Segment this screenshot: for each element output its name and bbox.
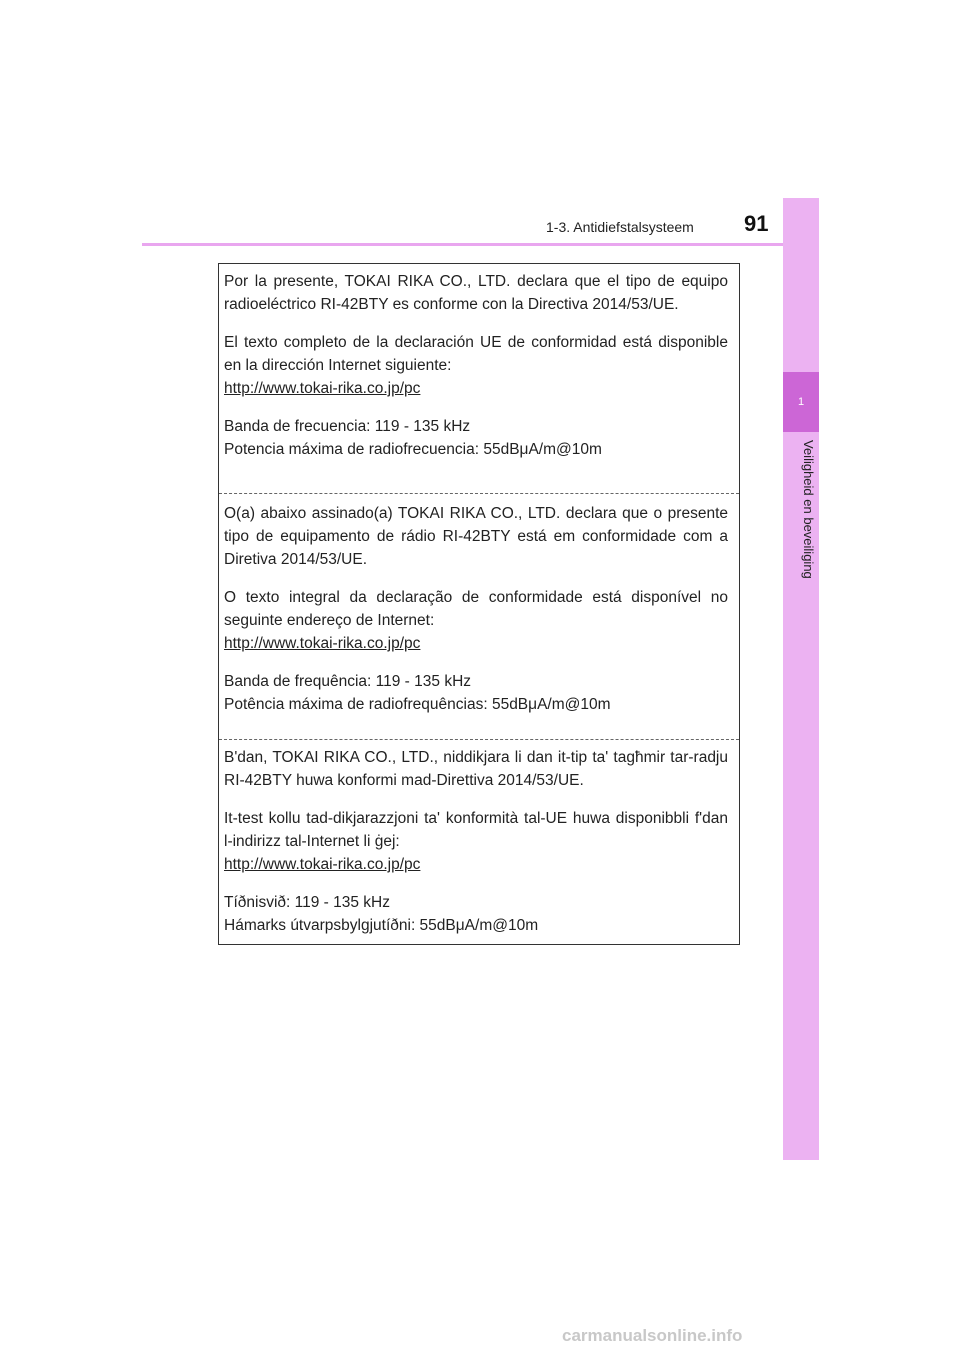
declaration-text-intro: O texto integral da declaração de conformidade está disponível no seguinte endereço de Internet: — [224, 589, 728, 629]
max-power: Potencia máxima de radiofrecuencia: 55dBμA/m@10m — [224, 441, 602, 458]
frequency-band: Banda de frequência: 119 - 135 kHz — [224, 673, 472, 690]
declaration-spanish — [219, 264, 739, 493]
header-rule — [142, 243, 819, 246]
declaration-portuguese — [219, 493, 739, 739]
declaration-statement: B'dan, TOKAI RIKA CO., LTD., niddikjara li dan it-tip ta' tagħmir tar-radju RI-42BTY huwa konformi mad-Direttiva 2014/53/UE. — [224, 749, 728, 789]
max-power: Hámarks útvarpsbylgjutíðni: 55dBμA/m@10m — [224, 917, 539, 934]
declaration-text-intro: El texto completo de la declaración UE de conformidad está disponible en la dirección Internet siguiente: — [224, 334, 728, 374]
declaration-box — [218, 263, 740, 945]
chapter-side-tab — [783, 198, 819, 1160]
max-power: Potência máxima de radiofrequências: 55dBμA/m@10m — [224, 696, 611, 713]
watermark: carmanualsonline.info — [562, 1326, 743, 1345]
declaration-url-link[interactable]: http://www.tokai-rika.co.jp/pc — [224, 380, 421, 397]
declaration-text-intro: It-test kollu tad-dikjarazzjoni ta' konformità tal-UE huwa disponibbli f'dan l-indirizz tal-Internet li ġej: — [224, 810, 728, 850]
declaration-statement: O(a) abaixo assinado(a) TOKAI RIKA CO., LTD. declara que o presente tipo de equipamento de rádio RI-42BTY está em conformidade com a Diretiva 2014/53/UE. — [224, 505, 728, 568]
declaration-statement: Por la presente, TOKAI RIKA CO., LTD. declara que el tipo de equipo radioeléctrico RI-42BTY es conforme con la Directiva 2014/53/UE. — [224, 273, 728, 313]
section-title: 1-3. Antidiefstalsysteem — [546, 219, 694, 235]
page-number: 91 — [744, 211, 769, 236]
chapter-number-badge: 1 — [783, 372, 819, 432]
frequency-band: Banda de frecuencia: 119 - 135 kHz — [224, 418, 471, 435]
declaration-url-link[interactable]: http://www.tokai-rika.co.jp/pc — [224, 635, 421, 652]
chapter-label: Veiligheid en beveiliging — [801, 440, 816, 579]
declaration-url-link[interactable]: http://www.tokai-rika.co.jp/pc — [224, 856, 421, 873]
frequency-band: Tíðnisvið: 119 - 135 kHz — [224, 894, 390, 911]
declaration-maltese — [219, 739, 739, 942]
